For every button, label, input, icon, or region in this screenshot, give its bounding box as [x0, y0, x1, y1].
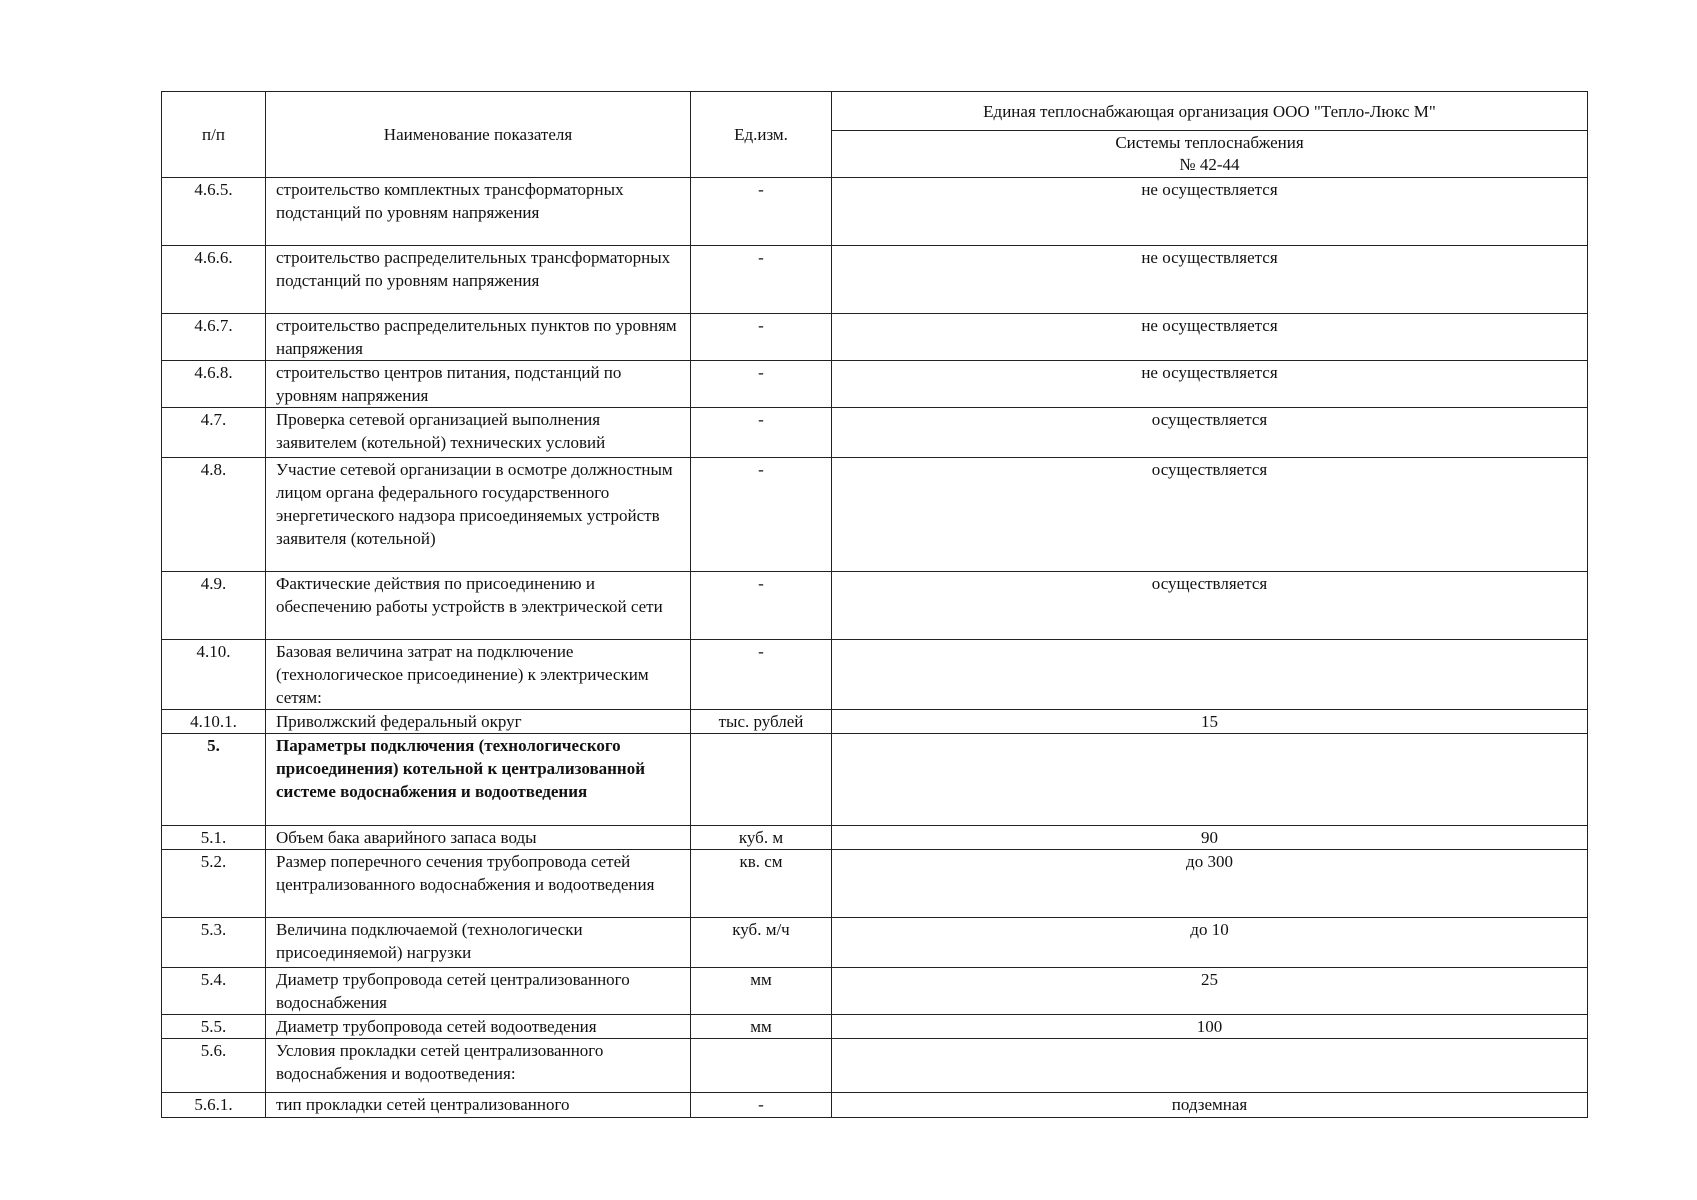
table-row	[162, 968, 1588, 1015]
row-unit: -	[691, 1093, 832, 1118]
document-sheet	[161, 91, 1587, 1118]
row-unit	[691, 734, 832, 826]
row-number: 4.6.7.	[162, 314, 266, 361]
row-indicator-name: тип прокладки сетей централизованного	[266, 1093, 691, 1118]
table-row	[162, 1093, 1588, 1118]
header-organization: Единая теплоснабжающая организация ООО "Тепло-Люкс М"	[832, 92, 1588, 131]
row-value: не осуществляется	[832, 178, 1588, 246]
row-number: 5.3.	[162, 918, 266, 968]
row-value: 15	[832, 710, 1588, 734]
table-row	[162, 918, 1588, 968]
row-unit: -	[691, 572, 832, 640]
row-number: 5.	[162, 734, 266, 826]
table-row	[162, 246, 1588, 314]
row-number: 4.7.	[162, 408, 266, 458]
row-indicator-name: строительство распределительных пунктов по уровням напряжения	[266, 314, 691, 361]
table-row	[162, 1015, 1588, 1039]
row-indicator-name: Параметры подключения (технологического присоединения) котельной к централизованной системе водоснабжения и водоотведения	[266, 734, 691, 826]
row-indicator-name: Условия прокладки сетей централизованного водоснабжения и водоотведения:	[266, 1039, 691, 1093]
row-value: не осуществляется	[832, 314, 1588, 361]
row-value: не осуществляется	[832, 361, 1588, 408]
row-value: осуществляется	[832, 458, 1588, 572]
row-indicator-name: строительство распределительных трансформаторных подстанций по уровням напряжения	[266, 246, 691, 314]
row-unit: -	[691, 314, 832, 361]
row-indicator-name: Величина подключаемой (технологически присоединяемой) нагрузки	[266, 918, 691, 968]
row-indicator-name: Фактические действия по присоединению и обеспечению работы устройств в электрической сети	[266, 572, 691, 640]
row-indicator-name: Участие сетевой организации в осмотре должностным лицом органа федерального государственного энергетического надзора присоединяемых устройств заявителя (котельной)	[266, 458, 691, 572]
row-number: 4.6.8.	[162, 361, 266, 408]
row-value: до 10	[832, 918, 1588, 968]
row-value: 90	[832, 826, 1588, 850]
row-unit: -	[691, 640, 832, 710]
table-row	[162, 458, 1588, 572]
row-number: 4.10.	[162, 640, 266, 710]
row-unit: -	[691, 246, 832, 314]
header-systems-number: № 42-44	[1179, 155, 1240, 174]
table-row	[162, 710, 1588, 734]
row-indicator-name: Объем бака аварийного запаса воды	[266, 826, 691, 850]
row-unit: кв. см	[691, 850, 832, 918]
row-value: до 300	[832, 850, 1588, 918]
table-row	[162, 850, 1588, 918]
header-systems-title: Системы теплоснабжения	[1115, 133, 1304, 152]
row-unit: куб. м/ч	[691, 918, 832, 968]
row-number: 4.6.6.	[162, 246, 266, 314]
header-systems	[832, 131, 1588, 178]
row-value: 100	[832, 1015, 1588, 1039]
row-value: подземная	[832, 1093, 1588, 1118]
row-indicator-name: Проверка сетевой организацией выполнения заявителем (котельной) технических условий	[266, 408, 691, 458]
table-row	[162, 572, 1588, 640]
table-body	[162, 178, 1588, 1118]
table-row	[162, 734, 1588, 826]
row-value: не осуществляется	[832, 246, 1588, 314]
table-row	[162, 178, 1588, 246]
row-unit: -	[691, 408, 832, 458]
row-number: 4.6.5.	[162, 178, 266, 246]
table-row	[162, 314, 1588, 361]
row-number: 5.5.	[162, 1015, 266, 1039]
tariff-parameters-table	[161, 91, 1588, 1118]
row-indicator-name: строительство комплектных трансформаторных подстанций по уровням напряжения	[266, 178, 691, 246]
row-number: 4.8.	[162, 458, 266, 572]
row-number: 5.6.1.	[162, 1093, 266, 1118]
row-indicator-name: Диаметр трубопровода сетей централизованного водоснабжения	[266, 968, 691, 1015]
row-unit: тыс. рублей	[691, 710, 832, 734]
table-header	[162, 92, 1588, 178]
header-unit: Ед.изм.	[691, 92, 832, 178]
row-unit: мм	[691, 968, 832, 1015]
row-indicator-name: Базовая величина затрат на подключение (технологическое присоединение) к электрическим сетям:	[266, 640, 691, 710]
row-unit	[691, 1039, 832, 1093]
row-value	[832, 640, 1588, 710]
row-value: 25	[832, 968, 1588, 1015]
row-value: осуществляется	[832, 572, 1588, 640]
row-number: 4.9.	[162, 572, 266, 640]
row-number: 4.10.1.	[162, 710, 266, 734]
header-num: п/п	[162, 92, 266, 178]
row-indicator-name: Размер поперечного сечения трубопровода сетей централизованного водоснабжения и водоотведения	[266, 850, 691, 918]
row-number: 5.6.	[162, 1039, 266, 1093]
row-unit: -	[691, 361, 832, 408]
table-row	[162, 1039, 1588, 1093]
table-row	[162, 408, 1588, 458]
row-number: 5.2.	[162, 850, 266, 918]
row-unit: куб. м	[691, 826, 832, 850]
row-value: осуществляется	[832, 408, 1588, 458]
row-number: 5.1.	[162, 826, 266, 850]
row-indicator-name: Приволжский федеральный округ	[266, 710, 691, 734]
table-row	[162, 361, 1588, 408]
row-value	[832, 734, 1588, 826]
row-indicator-name: строительство центров питания, подстанций по уровням напряжения	[266, 361, 691, 408]
table-row	[162, 640, 1588, 710]
header-name: Наименование показателя	[266, 92, 691, 178]
row-unit: -	[691, 178, 832, 246]
row-value	[832, 1039, 1588, 1093]
row-indicator-name: Диаметр трубопровода сетей водоотведения	[266, 1015, 691, 1039]
row-unit: -	[691, 458, 832, 572]
row-unit: мм	[691, 1015, 832, 1039]
row-number: 5.4.	[162, 968, 266, 1015]
table-row	[162, 826, 1588, 850]
